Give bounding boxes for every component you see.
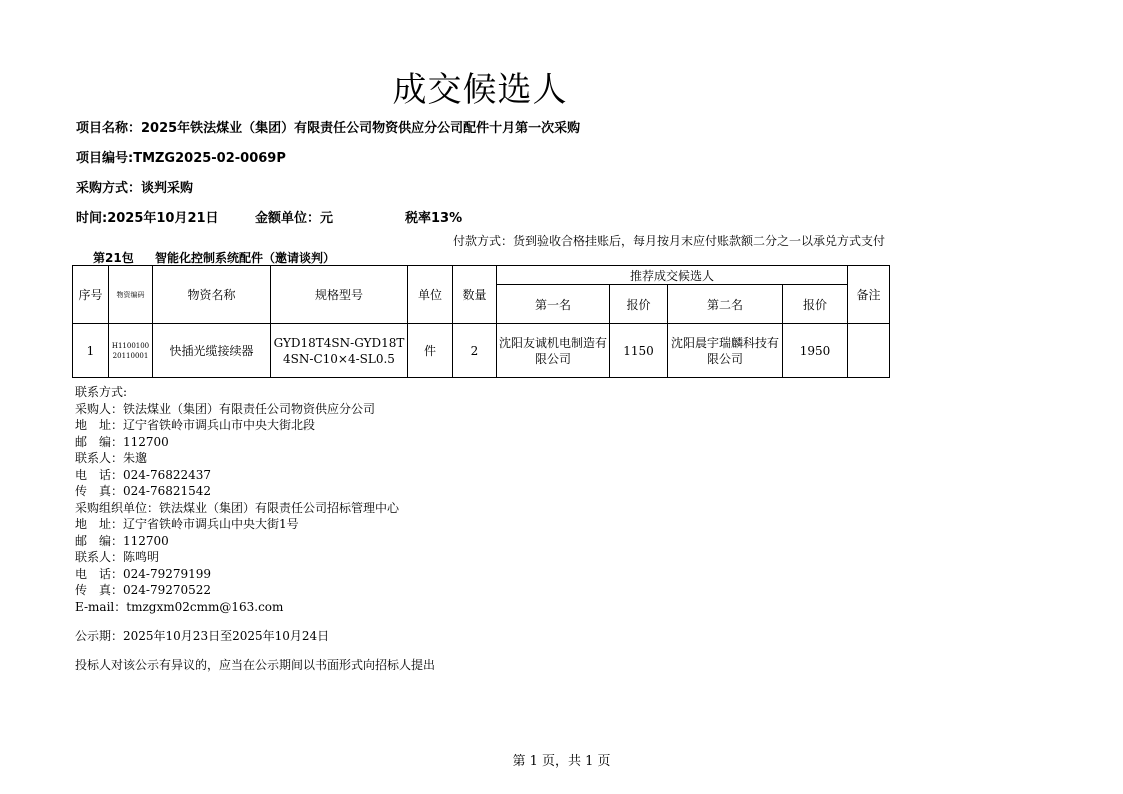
buyer-contact-person: 联系人：朱邈	[75, 451, 148, 465]
header-name: 物资名称	[153, 266, 271, 324]
header-remark: 备注	[848, 266, 890, 324]
package-name: 智能化控制系统配件（邀请谈判）	[155, 251, 336, 265]
contact-heading: 联系方式:	[75, 385, 128, 399]
header-qty: 数量	[453, 266, 497, 324]
buyer-address: 地 址：辽宁省铁岭市调兵山市中央大街北段	[75, 418, 316, 432]
header-spec: 规格型号	[271, 266, 408, 324]
agency-phone: 电 话：024-79279199	[75, 566, 212, 581]
header-second: 第二名	[668, 285, 783, 324]
buyer: 采购人：铁法煤业（集团）有限责任公司物资供应分公司	[75, 401, 376, 416]
contact-email: E-mail：tmzgxm02cmm@163.com	[75, 599, 284, 614]
project-number: 项目编号:TMZG2025-02-0069P	[76, 151, 286, 166]
agency: 采购组织单位：铁法煤业（集团）有限责任公司招标管理中心	[75, 500, 400, 515]
tax-rate: 税率13%	[405, 211, 463, 226]
objection-notice: 投标人对该公示有异议的，应当在公示期间以书面形式向招标人提出	[75, 658, 436, 672]
cell-unit: 件	[408, 324, 453, 378]
agency-postcode: 邮 编：112700	[75, 533, 169, 548]
cell-remark	[848, 324, 890, 378]
cell-price2: 1950	[783, 324, 848, 378]
cell-first: 沈阳友诚机电制造有限公司	[497, 324, 610, 378]
cell-qty: 2	[453, 324, 497, 378]
candidate-table	[72, 265, 890, 378]
cell-spec: GYD18T4SN-GYD18T4SN-C10×4-SL0.5	[271, 324, 408, 378]
agency-contact-person: 联系人：陈鸣明	[75, 550, 160, 564]
date: 时间:2025年10月21日	[76, 211, 219, 226]
currency-unit: 金额单位：元	[255, 211, 334, 226]
header-seq: 序号	[73, 266, 109, 324]
buyer-postcode: 邮 编：112700	[75, 434, 169, 449]
header-unit: 单位	[408, 266, 453, 324]
agency-address: 地 址：辽宁省铁岭市调兵山中央大街1号	[75, 517, 299, 531]
package-number: 第21包	[93, 251, 134, 265]
cell-second: 沈阳晨宇瑞麟科技有限公司	[668, 324, 783, 378]
cell-seq: 1	[73, 324, 109, 378]
buyer-fax: 传 真：024-76821542	[75, 484, 212, 498]
document-title: 成交候选人	[392, 70, 568, 110]
header-price1: 报价	[610, 285, 668, 324]
buyer-phone: 电 话：024-76822437	[75, 467, 212, 482]
contact-block	[75, 384, 399, 615]
header-price2: 报价	[783, 285, 848, 324]
publicity-period: 公示期：2025年10月23日至2025年10月24日	[75, 629, 330, 643]
procurement-method: 采购方式：谈判采购	[76, 181, 194, 196]
header-candidates: 推荐成交候选人	[497, 266, 848, 285]
page-footer: 第 1 页，共 1 页	[512, 754, 611, 769]
table-row	[73, 324, 890, 378]
header-code: 物资编码	[109, 266, 153, 324]
cell-code: H110010020110001	[109, 324, 153, 378]
project-name: 项目名称：2025年铁法煤业（集团）有限责任公司物资供应分公司配件十月第一次采购	[76, 121, 581, 136]
cell-name: 快插光缆接续器	[153, 324, 271, 378]
header-first: 第一名	[497, 285, 610, 324]
payment-terms: 付款方式：货到验收合格挂账后，每月按月末应付账款额二分之一以承兑方式支付	[453, 234, 886, 248]
agency-fax: 传 真：024-79270522	[75, 583, 212, 597]
cell-price1: 1150	[610, 324, 668, 378]
